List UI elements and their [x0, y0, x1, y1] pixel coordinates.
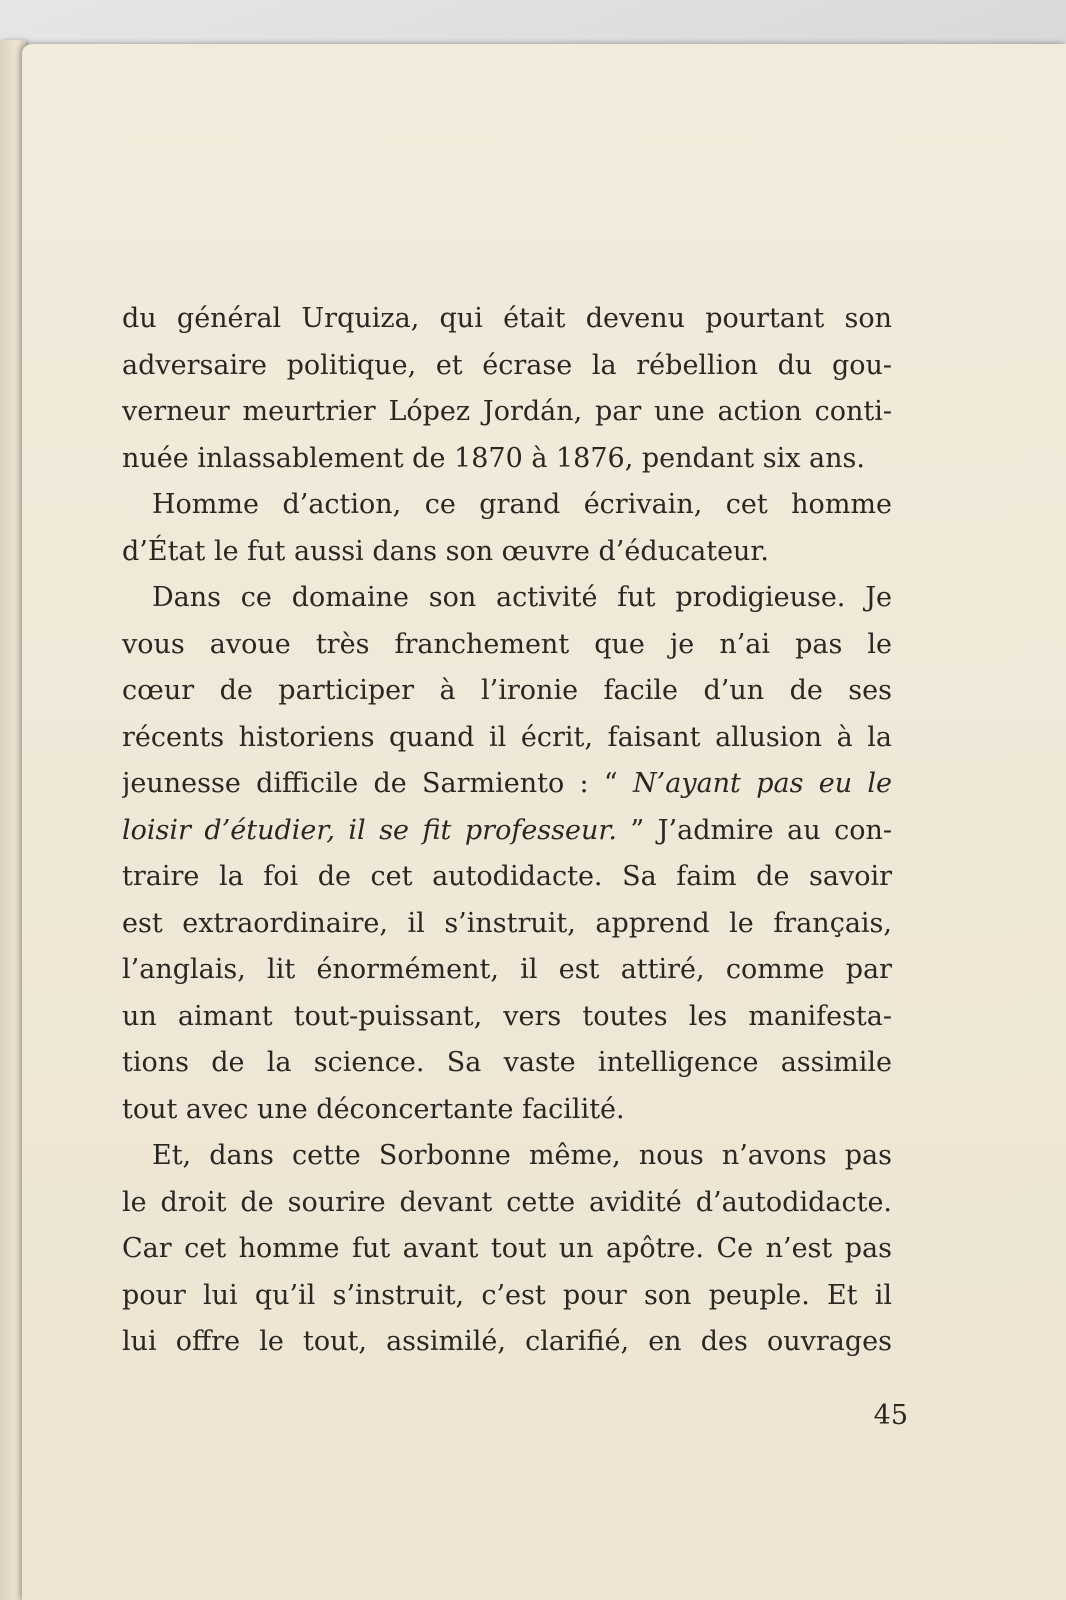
- text-line: Homme d’action, ce grand écrivain, cet homme: [152, 489, 892, 520]
- text-line: verneur meurtrier López Jordán, par une action conti-: [122, 396, 892, 427]
- text-line: Et, dans cette Sorbonne même, nous n’avons pas: [152, 1140, 892, 1171]
- text-line: tions de la science. Sa vaste intelligence assimile: [122, 1047, 892, 1078]
- text-line-with-quote: [122, 761, 892, 808]
- text-line: adversaire politique, et écrase la rébellion du gou-: [122, 349, 892, 381]
- text-line: d’État le fut aussi dans son œuvre d’éducateur.: [122, 535, 769, 567]
- text-line: tout avec une déconcertante facilité.: [122, 1093, 625, 1125]
- text-line: Dans ce domaine son activité fut prodigieuse. Je: [152, 582, 892, 613]
- text-line: récents historiens quand il écrit, faisant allusion à la: [122, 721, 892, 753]
- italic-quote-part-1: N’ayant pas eu le: [633, 768, 892, 799]
- text-line: Car cet homme fut avant tout un apôtre. Ce n’est pas: [122, 1233, 892, 1264]
- text-line: lui offre le tout, assimilé, clarifié, en des ouvrages: [122, 1326, 892, 1357]
- quote-close: ” J’admire au con-: [630, 814, 892, 846]
- text-line: vous avoue très franchement que je n’ai pas le: [122, 628, 892, 660]
- text-line: nuée inlassablement de 1870 à 1876, pendant six ans.: [122, 442, 865, 474]
- text-line: est extraordinaire, il s’instruit, apprend le français,: [122, 907, 892, 939]
- page-body-text: [122, 296, 892, 1366]
- quote-lead-in: jeunesse difficile de Sarmiento : “: [122, 768, 618, 799]
- text-line: l’anglais, lit énormément, il est attiré, comme par: [122, 954, 892, 985]
- page-number: 45: [873, 1400, 908, 1431]
- text-line: un aimant tout-puissant, vers toutes les manifesta-: [122, 1000, 892, 1032]
- italic-quote-part-2: loisir d’étudier, il se fit professeur.: [122, 814, 617, 846]
- text-line: traire la foi de cet autodidacte. Sa faim de savoir: [122, 861, 892, 892]
- text-line: pour lui qu’il s’instruit, c’est pour son peuple. Et il: [122, 1279, 892, 1311]
- text-line: cœur de participer à l’ironie facile d’un de ses: [122, 675, 892, 706]
- text-line: du général Urquiza, qui était devenu pourtant son: [122, 303, 892, 334]
- text-line-with-quote: [122, 808, 892, 855]
- text-line: le droit de sourire devant cette avidité d’autodidacte.: [122, 1186, 892, 1218]
